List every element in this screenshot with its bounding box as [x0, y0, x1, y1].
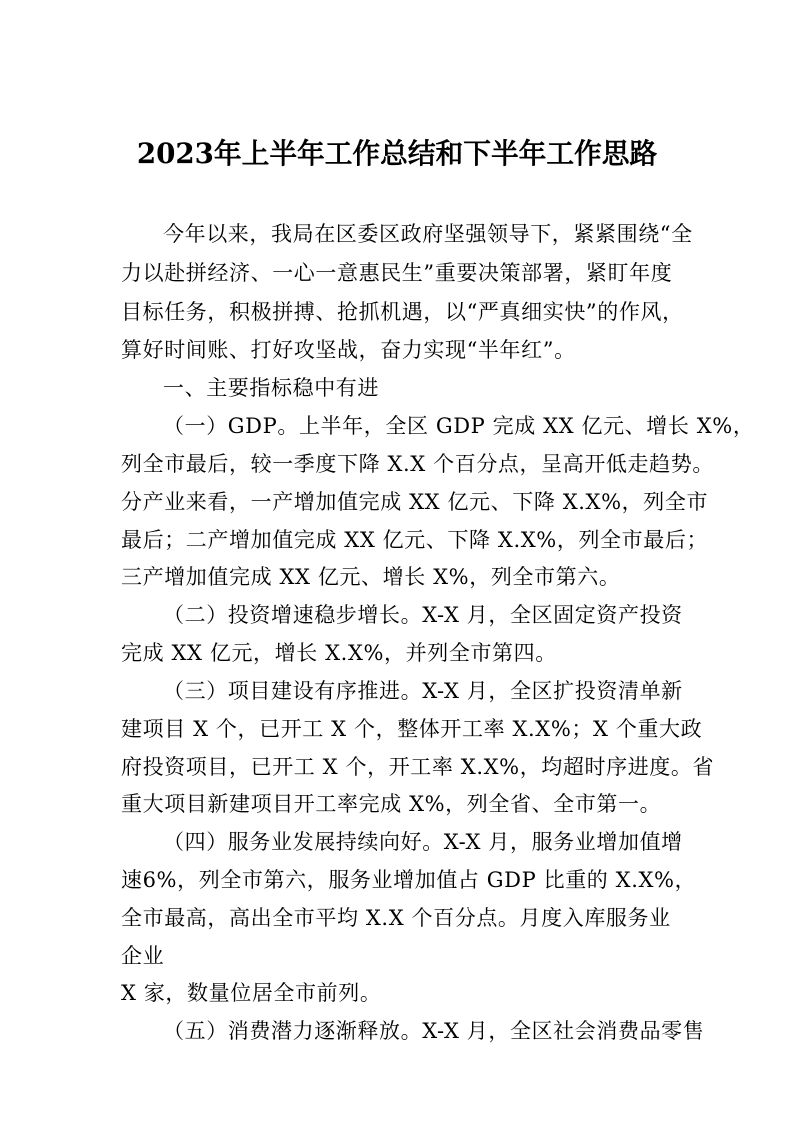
document-title: 2023年上半年工作总结和下半年工作思路: [136, 137, 658, 170]
paragraph-line: 府投资项目，已开工 X 个，开工率 X.X%，均超时序进度。省: [121, 755, 715, 779]
paragraph-line: 目标任务，积极拼搏、抢抓机遇，以“严真细实快”的作风，: [121, 300, 684, 324]
paragraph-line: 全市最高，高出全市平均 X.X 个百分点。月度入库服务业: [121, 906, 671, 930]
paragraph-line: 列全市最后，较一季度下降 X.X 个百分点，呈高开低走趋势。: [121, 452, 714, 476]
paragraph-line: （四）服务业发展持续向好。X-X 月，服务业增加值增: [163, 830, 683, 854]
paragraph-line: 今年以来，我局在区委区政府坚强领导下，紧紧围绕“全: [163, 222, 693, 246]
paragraph-line: 最后；二产增加值完成 XX 亿元、下降 X.X%，列全市最后；: [121, 528, 709, 552]
paragraph-line: 算好时间账、打好攻坚战，奋力实现“半年红”。: [121, 338, 576, 362]
paragraph-line: 完成 XX 亿元，增长 X.X%，并列全市第四。: [121, 641, 557, 665]
paragraph-line: X 家，数量位居全市前列。: [121, 981, 382, 1005]
paragraph-line: 企业: [121, 944, 165, 968]
paragraph-line: 重大项目新建项目开工率完成 X%，列全省、全市第一。: [121, 792, 662, 816]
paragraph-line: （五）消费潜力逐渐释放。X-X 月，全区社会消费品零售: [163, 1019, 705, 1043]
paragraph-line: 速6%，列全市第六，服务业增加值占 GDP 比重的 X.X%，: [121, 868, 697, 892]
paragraph-line: 三产增加值完成 XX 亿元、增长 X%，列全市第六。: [121, 565, 621, 589]
paragraph-line: （三）项目建设有序推进。X-X 月，全区扩投资清单新: [163, 679, 683, 703]
paragraph-line: （一）GDP。上半年，全区 GDP 完成 XX 亿元、增长 X%，: [163, 414, 755, 438]
paragraph-line: 力以赴拼经济、一心一意惠民生”重要决策部署，紧盯年度: [121, 261, 673, 285]
paragraph-line: 建项目 X 个，已开工 X 个，整体开工率 X.X%；X 个重大政: [121, 717, 703, 741]
paragraph-line: 分产业来看，一产增加值完成 XX 亿元、下降 X.X%，列全市: [121, 490, 709, 514]
paragraph-line: （二）投资增速稳步增长。X-X 月，全区固定资产投资: [163, 603, 683, 627]
section-heading: 一、主要指标稳中有进: [163, 376, 379, 400]
